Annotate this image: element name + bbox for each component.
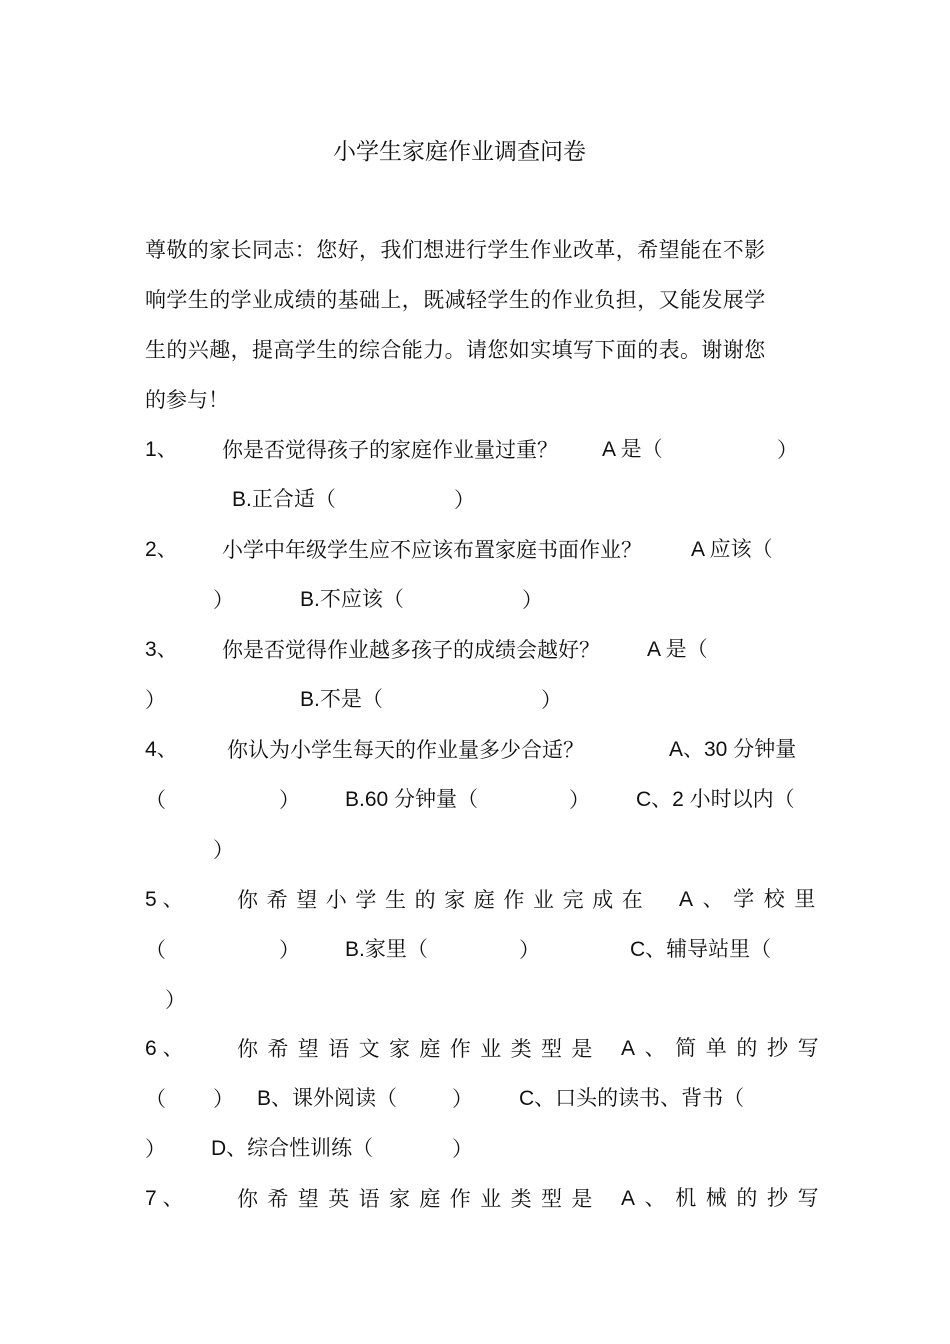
option-b-close: ） bbox=[519, 938, 540, 962]
option-c-close: ） bbox=[213, 838, 234, 862]
option-b: B.家里（ bbox=[345, 938, 428, 961]
question-number: 3、 bbox=[145, 638, 178, 661]
question-number: 7、 bbox=[145, 1187, 190, 1210]
option-a-close: ） bbox=[279, 938, 300, 962]
option-b-close: ） bbox=[452, 1087, 473, 1111]
question-text: 你希望语文家庭作业类型是 bbox=[237, 1037, 602, 1061]
question-number: 4、 bbox=[145, 738, 178, 761]
option-a-open: （ bbox=[145, 1087, 166, 1111]
option-d-close: ） bbox=[452, 1137, 473, 1161]
question-number: 2、 bbox=[145, 538, 178, 561]
option-b: B.正合适（ bbox=[232, 488, 336, 511]
option-a: A 应该（ bbox=[691, 538, 773, 561]
option-a-close: ） bbox=[279, 788, 300, 812]
question-text: 你认为小学生每天的作业量多少合适？ bbox=[227, 738, 584, 762]
option-a-open: （ bbox=[145, 938, 166, 962]
option-c-close: ） bbox=[165, 988, 186, 1012]
option-a-close: ） bbox=[145, 688, 166, 712]
option-a: A 是（ bbox=[647, 638, 708, 661]
question-text: 你希望英语家庭作业类型是 bbox=[237, 1187, 602, 1211]
document-title: 小学生家庭作业调查问卷 bbox=[333, 139, 586, 165]
option-c: C、口头的读书、背书（ bbox=[519, 1087, 745, 1110]
question-text: 你是否觉得作业越多孩子的成绩会越好？ bbox=[222, 638, 600, 662]
option-a: A 是（ bbox=[602, 438, 663, 461]
question-text: 你希望小学生的家庭作业完成在 bbox=[237, 888, 652, 912]
option-c: C、辅导站里（ bbox=[630, 938, 772, 961]
option-a-close: ） bbox=[213, 588, 234, 612]
option-b: B.不应该（ bbox=[300, 588, 404, 611]
option-b-close: ） bbox=[522, 588, 543, 612]
option-b-close: ） bbox=[541, 688, 562, 712]
option-b-close: ） bbox=[569, 788, 590, 812]
option-a: A、30 分钟量 bbox=[669, 738, 797, 761]
option-c: C、2 小时以内（ bbox=[636, 788, 795, 811]
question-number: 5、 bbox=[145, 888, 190, 911]
option-a-open: （ bbox=[145, 788, 166, 812]
option-a-close: ） bbox=[213, 1087, 234, 1111]
intro-line-3: 生的兴趣，提高学生的综合能力。请您如实填写下面的表。谢谢您 bbox=[145, 338, 766, 362]
option-a: A、简单的抄写 bbox=[621, 1037, 829, 1060]
option-a: A、机械的抄写 bbox=[621, 1187, 829, 1210]
question-text: 你是否觉得孩子的家庭作业量过重？ bbox=[222, 438, 558, 462]
question-text: 小学中年级学生应不应该布置家庭书面作业？ bbox=[222, 538, 642, 562]
option-d: D、综合性训练（ bbox=[211, 1137, 374, 1160]
option-a-close: ） bbox=[777, 438, 798, 462]
option-c-close: ） bbox=[145, 1137, 166, 1161]
option-b-close: ） bbox=[454, 488, 475, 512]
intro-line-4: 的参与！ bbox=[145, 388, 229, 412]
intro-line-2: 响学生的学业成绩的基础上，既减轻学生的作业负担，又能发展学 bbox=[145, 288, 766, 312]
option-b: B.不是（ bbox=[300, 688, 383, 711]
option-a: A、学校里 bbox=[679, 888, 826, 911]
option-b: B.60 分钟量（ bbox=[345, 788, 479, 811]
question-number: 1、 bbox=[145, 438, 178, 461]
intro-line-1: 尊敬的家长同志：您好，我们想进行学生作业改革，希望能在不影 bbox=[145, 238, 766, 262]
option-b: B、课外阅读（ bbox=[257, 1087, 398, 1110]
question-number: 6、 bbox=[145, 1037, 190, 1060]
